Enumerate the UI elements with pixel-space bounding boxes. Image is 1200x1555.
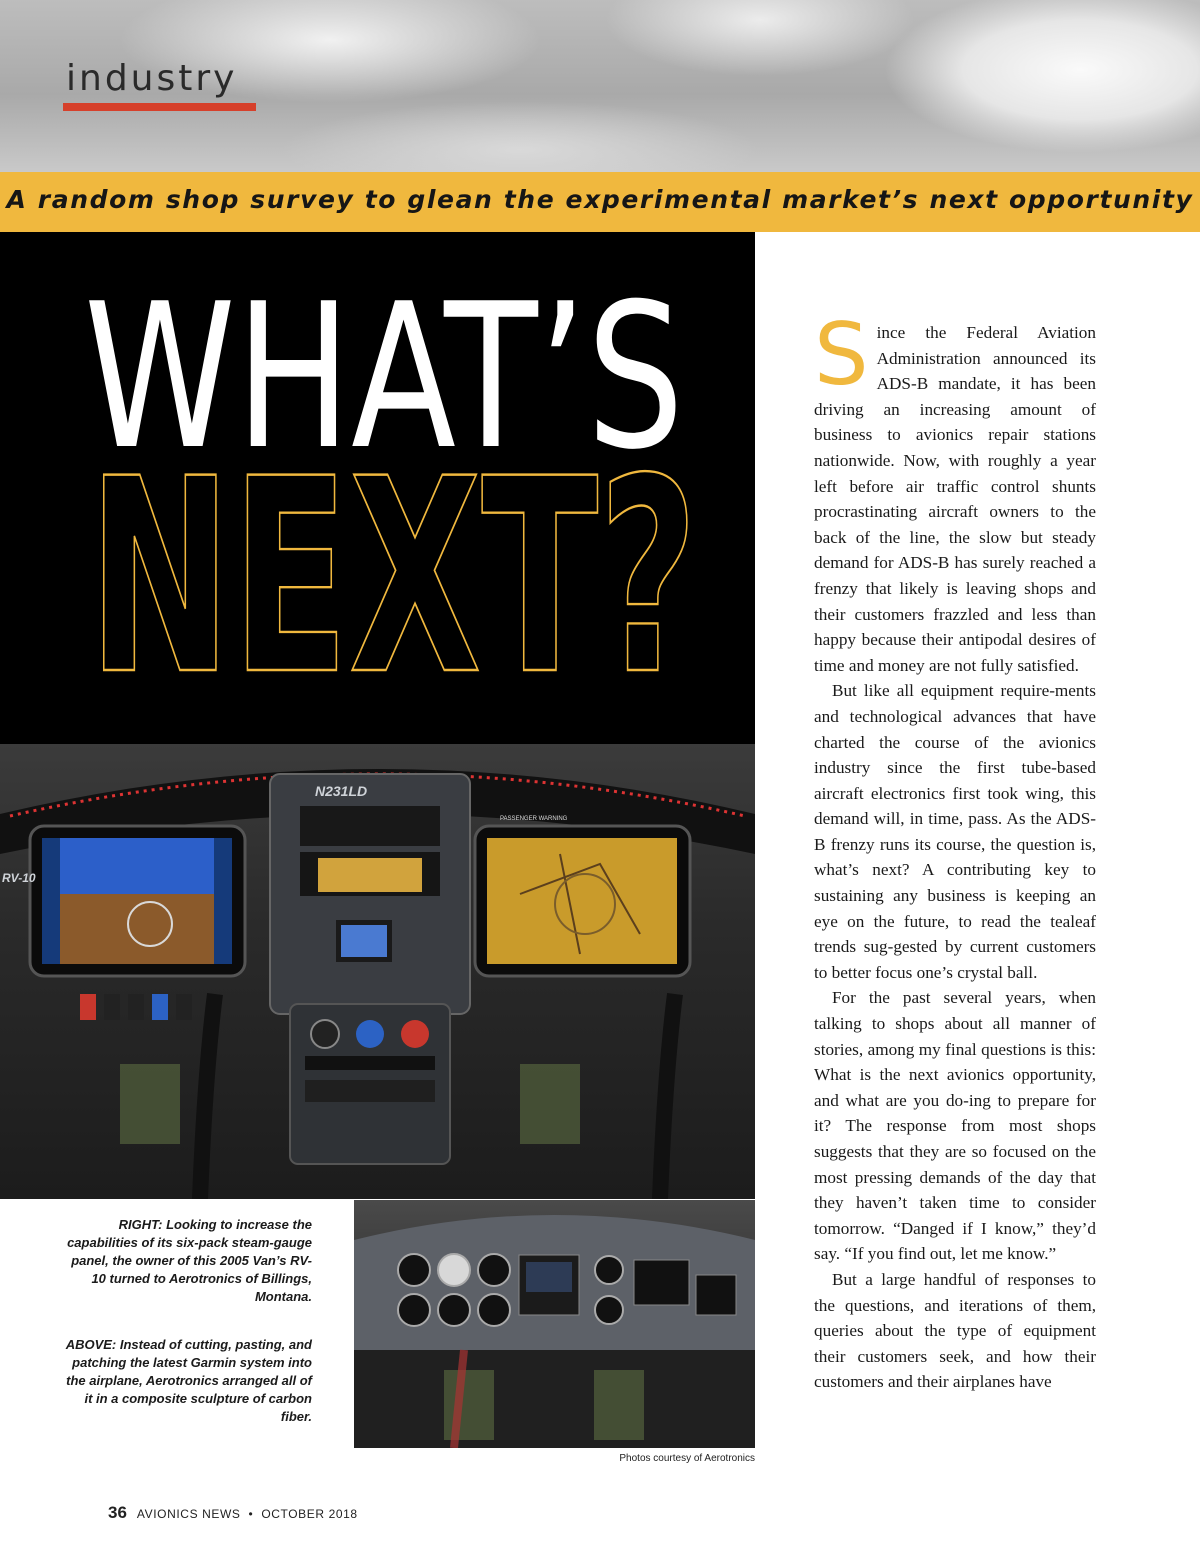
article-body [814, 305, 1096, 1395]
drop-cap: S [814, 305, 869, 405]
photo-credit: Photos courtesy of Aerotronics [619, 1453, 755, 1464]
caption-right-photo: RIGHT: Looking to increase the capabilities of its six-pack steam-gauge panel, the owner of this 2005 Van’s RV-10 turned to Aerotronics of Billings, Montana. [67, 1217, 312, 1304]
header-sky-banner [0, 0, 1200, 172]
title-line-2: NEXT? [88, 422, 698, 734]
issue-date: OCTOBER 2018 [261, 1507, 358, 1521]
steam-gauge-illustration [354, 1200, 755, 1448]
subtitle-band [0, 172, 1200, 232]
photo-rv10-glass-panel [0, 744, 755, 1199]
article-subtitle: A random shop survey to glean the experimental market’s next opportunity [6, 185, 1194, 214]
section-label-underline [63, 103, 256, 111]
footer-separator: • [248, 1507, 254, 1521]
body-paragraph [814, 305, 1096, 678]
publication-name: AVIONICS NEWS [136, 1507, 241, 1521]
page-footer [108, 1503, 358, 1523]
section-label: industry [66, 58, 238, 99]
title-line-1: WHAT’S [84, 261, 684, 494]
body-paragraph: But like all equipment require-ments and technological advances that have charted the course of the avionics industry since the first tube-based aircraft electronics first took wing, this demand will, in time, pass. As the ADS-B frenzy runs its course, the question is, what’s next? A contributing key to sustaining any business is keeping an eye on the future, to read the tealeaf trends sug-gested by current customers to better focus one’s crystal ball. [814, 681, 1096, 982]
title-block [0, 232, 755, 744]
caption-above-photo: ABOVE: Instead of cutting, pasting, and patching the latest Garmin system into the airplane, Aerotronics arranged all of it in a composite sculpture of carbon fiber. [65, 1337, 312, 1424]
photo-steam-gauge-panel [354, 1200, 755, 1448]
side-badge: RV-10 [2, 871, 36, 885]
page-number: 36 [108, 1503, 127, 1522]
body-paragraph: But a large handful of responses to the questions, and iterations of them, queries about the type of equipment their customers seek, and how their customers and their airplanes have [814, 1269, 1096, 1392]
panel-tail-number: N231LD [315, 783, 368, 799]
passenger-warning-plate: PASSENGER WARNING [500, 816, 568, 822]
title-graphic [0, 232, 755, 744]
cockpit-panel-illustration [0, 744, 755, 1199]
body-paragraph: For the past several years, when talking to shops about all manner of stories, among my final questions is this: What is the next avionics opportunity, and what are you do-ing to prepare for it? The response from most shops suggests that they are so focused on the most pressing demands of the day that they haven’t taken time to consider tomorrow. “Danged if I know,” they’d say. “If you find out, let me know.” [814, 988, 1096, 1264]
body-paragraph-1-text: ince the Federal Aviation Administration announced its ADS-B mandate, it has been driving an increasing amount of business to avionics repair stations nationwide. Now, with roughly a year left before air traffic control shunts procrastinating aircraft owners to the back of the line, the slow but steady demand for ADS-B has surely reached a frenzy that likely is leaving shops and their customers frazzled and less than happy because their antipodal desires of time and money are not fully satisfied. [814, 323, 1096, 675]
